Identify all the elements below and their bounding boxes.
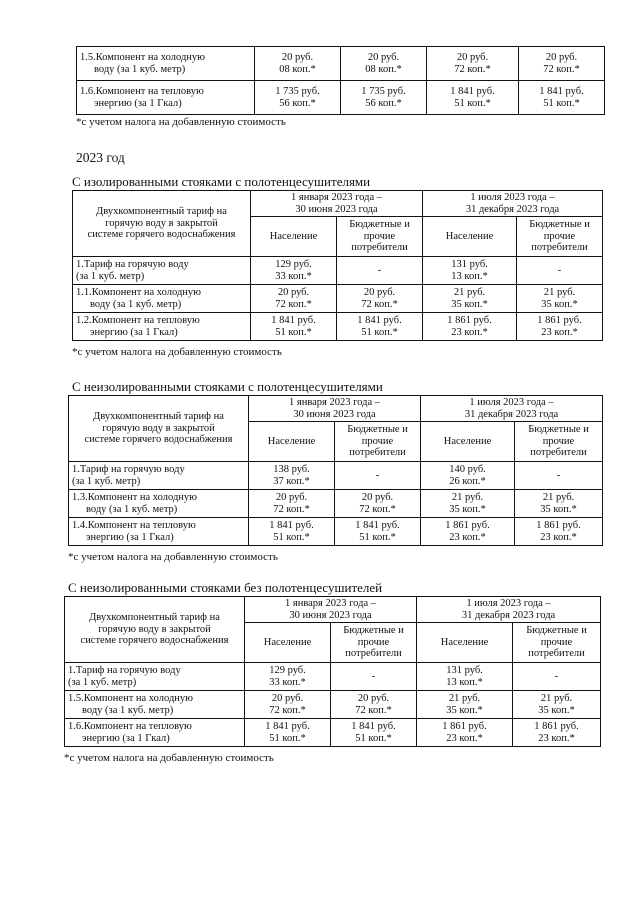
header-budget: Бюджетные и прочие потребители [517,217,603,257]
year-heading: 2023 год [76,150,125,165]
value-cell: 20 руб. 08 коп.* [341,47,427,81]
row-label: 1.3.Компонент на холодную воду (за 1 куб. метр) [69,490,249,518]
value-cell: 20 руб. 08 коп.* [255,47,341,81]
footnote: *с учетом налога на добавленную стоимость [64,752,274,764]
header-period-2: 1 июля 2023 года – 31 декабря 2023 года [421,396,603,422]
table-row [65,719,601,747]
table-row [77,81,605,115]
value-cell: 21 руб. 35 коп.* [515,490,603,518]
header-population: Население [245,623,331,663]
footnote: *с учетом налога на добавленную стоимость [76,116,286,128]
value-cell: 1 841 руб. 51 коп.* [251,313,337,341]
header-population: Население [421,422,515,462]
row-label: 1.Тариф на горячую воду (за 1 куб. метр) [73,257,251,285]
value-cell: 1 861 руб. 23 коп.* [515,518,603,546]
header-period-1: 1 января 2023 года – 30 июня 2023 года [249,396,421,422]
tariff-table-section-3 [64,596,600,747]
row-label: 1.Тариф на горячую воду (за 1 куб. метр) [65,663,245,691]
table-row [77,47,605,81]
row-label: 1.5.Компонент на холодную воду (за 1 куб. метр) [77,47,255,81]
header-description: Двухкомпонентный тариф на горячую воду в закрытой системе горячего водоснабжения [65,597,245,663]
header-description: Двухкомпонентный тариф на горячую воду в закрытой системе горячего водоснабжения [69,396,249,462]
value-cell: 21 руб. 35 коп.* [423,285,517,313]
header-budget: Бюджетные и прочие потребители [513,623,601,663]
value-cell: 21 руб. 35 коп.* [421,490,515,518]
value-cell: 20 руб. 72 коп.* [337,285,423,313]
value-cell: 20 руб. 72 коп.* [331,691,417,719]
row-label: 1.4.Компонент на тепловую энергию (за 1 Гкал) [69,518,249,546]
top-table [76,46,604,115]
value-cell: 1 841 руб. 51 коп.* [335,518,421,546]
header-row [69,396,603,422]
table-row [65,691,601,719]
header-budget: Бюджетные и прочие потребители [337,217,423,257]
value-cell: - [335,462,421,490]
value-cell: - [337,257,423,285]
value-cell: 21 руб. 35 коп.* [417,691,513,719]
value-cell: 1 841 руб. 51 коп.* [337,313,423,341]
tariff-table [72,190,603,341]
row-label: 1.Тариф на горячую воду (за 1 куб. метр) [69,462,249,490]
value-cell: 1 861 руб. 23 коп.* [421,518,515,546]
value-cell: 1 861 руб. 23 коп.* [517,313,603,341]
value-cell: 1 735 руб. 56 коп.* [255,81,341,115]
header-budget: Бюджетные и прочие потребители [335,422,421,462]
table-row [65,663,601,691]
header-period-1: 1 января 2023 года – 30 июня 2023 года [245,597,417,623]
value-cell: 20 руб. 72 коп.* [519,47,605,81]
header-row [65,597,601,623]
value-cell: 1 841 руб. 51 коп.* [245,719,331,747]
value-cell: 20 руб. 72 коп.* [249,490,335,518]
value-cell: 138 руб. 37 коп.* [249,462,335,490]
tariff-table [64,596,601,747]
footnote: *с учетом налога на добавленную стоимость [68,551,278,563]
tariff-table-section-2 [68,395,602,546]
header-row [73,191,603,217]
value-cell: 140 руб. 26 коп.* [421,462,515,490]
value-cell: 129 руб. 33 коп.* [251,257,337,285]
value-cell: 20 руб. 72 коп.* [251,285,337,313]
value-cell: 131 руб. 13 коп.* [423,257,517,285]
table-row [69,518,603,546]
value-cell: 1 861 руб. 23 коп.* [513,719,601,747]
value-cell: 1 735 руб. 56 коп.* [341,81,427,115]
tariff-table-section-1 [72,190,602,341]
tariff-table [76,46,605,115]
value-cell: 1 841 руб. 51 коп.* [519,81,605,115]
row-label: 1.5.Компонент на холодную воду (за 1 куб. метр) [65,691,245,719]
value-cell: 1 861 руб. 23 коп.* [417,719,513,747]
value-cell: 131 руб. 13 коп.* [417,663,513,691]
value-cell: 1 841 руб. 51 коп.* [331,719,417,747]
section-title: С неизолированными стояками с полотенцесушителями [72,379,383,394]
value-cell: - [517,257,603,285]
value-cell: 1 841 руб. 51 коп.* [427,81,519,115]
header-population: Население [251,217,337,257]
table-row [69,490,603,518]
header-budget: Бюджетные и прочие потребители [331,623,417,663]
header-period-2: 1 июля 2023 года – 31 декабря 2023 года [423,191,603,217]
header-population: Население [417,623,513,663]
row-label: 1.1.Компонент на холодную воду (за 1 куб. метр) [73,285,251,313]
section-title: С неизолированными стояками без полотенцесушителей [68,580,383,595]
value-cell: 21 руб. 35 коп.* [513,691,601,719]
table-row [73,313,603,341]
header-period-1: 1 января 2023 года – 30 июня 2023 года [251,191,423,217]
footnote: *с учетом налога на добавленную стоимость [72,346,282,358]
value-cell: 1 841 руб. 51 коп.* [249,518,335,546]
row-label: 1.2.Компонент на тепловую энергию (за 1 Гкал) [73,313,251,341]
table-row [73,257,603,285]
header-description: Двухкомпонентный тариф на горячую воду в закрытой системе горячего водоснабжения [73,191,251,257]
value-cell: 20 руб. 72 коп.* [245,691,331,719]
section-title: С изолированными стояками с полотенцесушителями [72,174,371,189]
header-budget: Бюджетные и прочие потребители [515,422,603,462]
value-cell: 20 руб. 72 коп.* [427,47,519,81]
header-period-2: 1 июля 2023 года – 31 декабря 2023 года [417,597,601,623]
table-row [69,462,603,490]
value-cell: - [513,663,601,691]
row-label: 1.6.Компонент на тепловую энергию (за 1 Гкал) [65,719,245,747]
table-row [73,285,603,313]
row-label: 1.6.Компонент на тепловую энергию (за 1 Гкал) [77,81,255,115]
value-cell: - [331,663,417,691]
header-population: Население [423,217,517,257]
tariff-table [68,395,603,546]
value-cell: 20 руб. 72 коп.* [335,490,421,518]
value-cell: 1 861 руб. 23 коп.* [423,313,517,341]
value-cell: 21 руб. 35 коп.* [517,285,603,313]
header-population: Население [249,422,335,462]
value-cell: 129 руб. 33 коп.* [245,663,331,691]
value-cell: - [515,462,603,490]
